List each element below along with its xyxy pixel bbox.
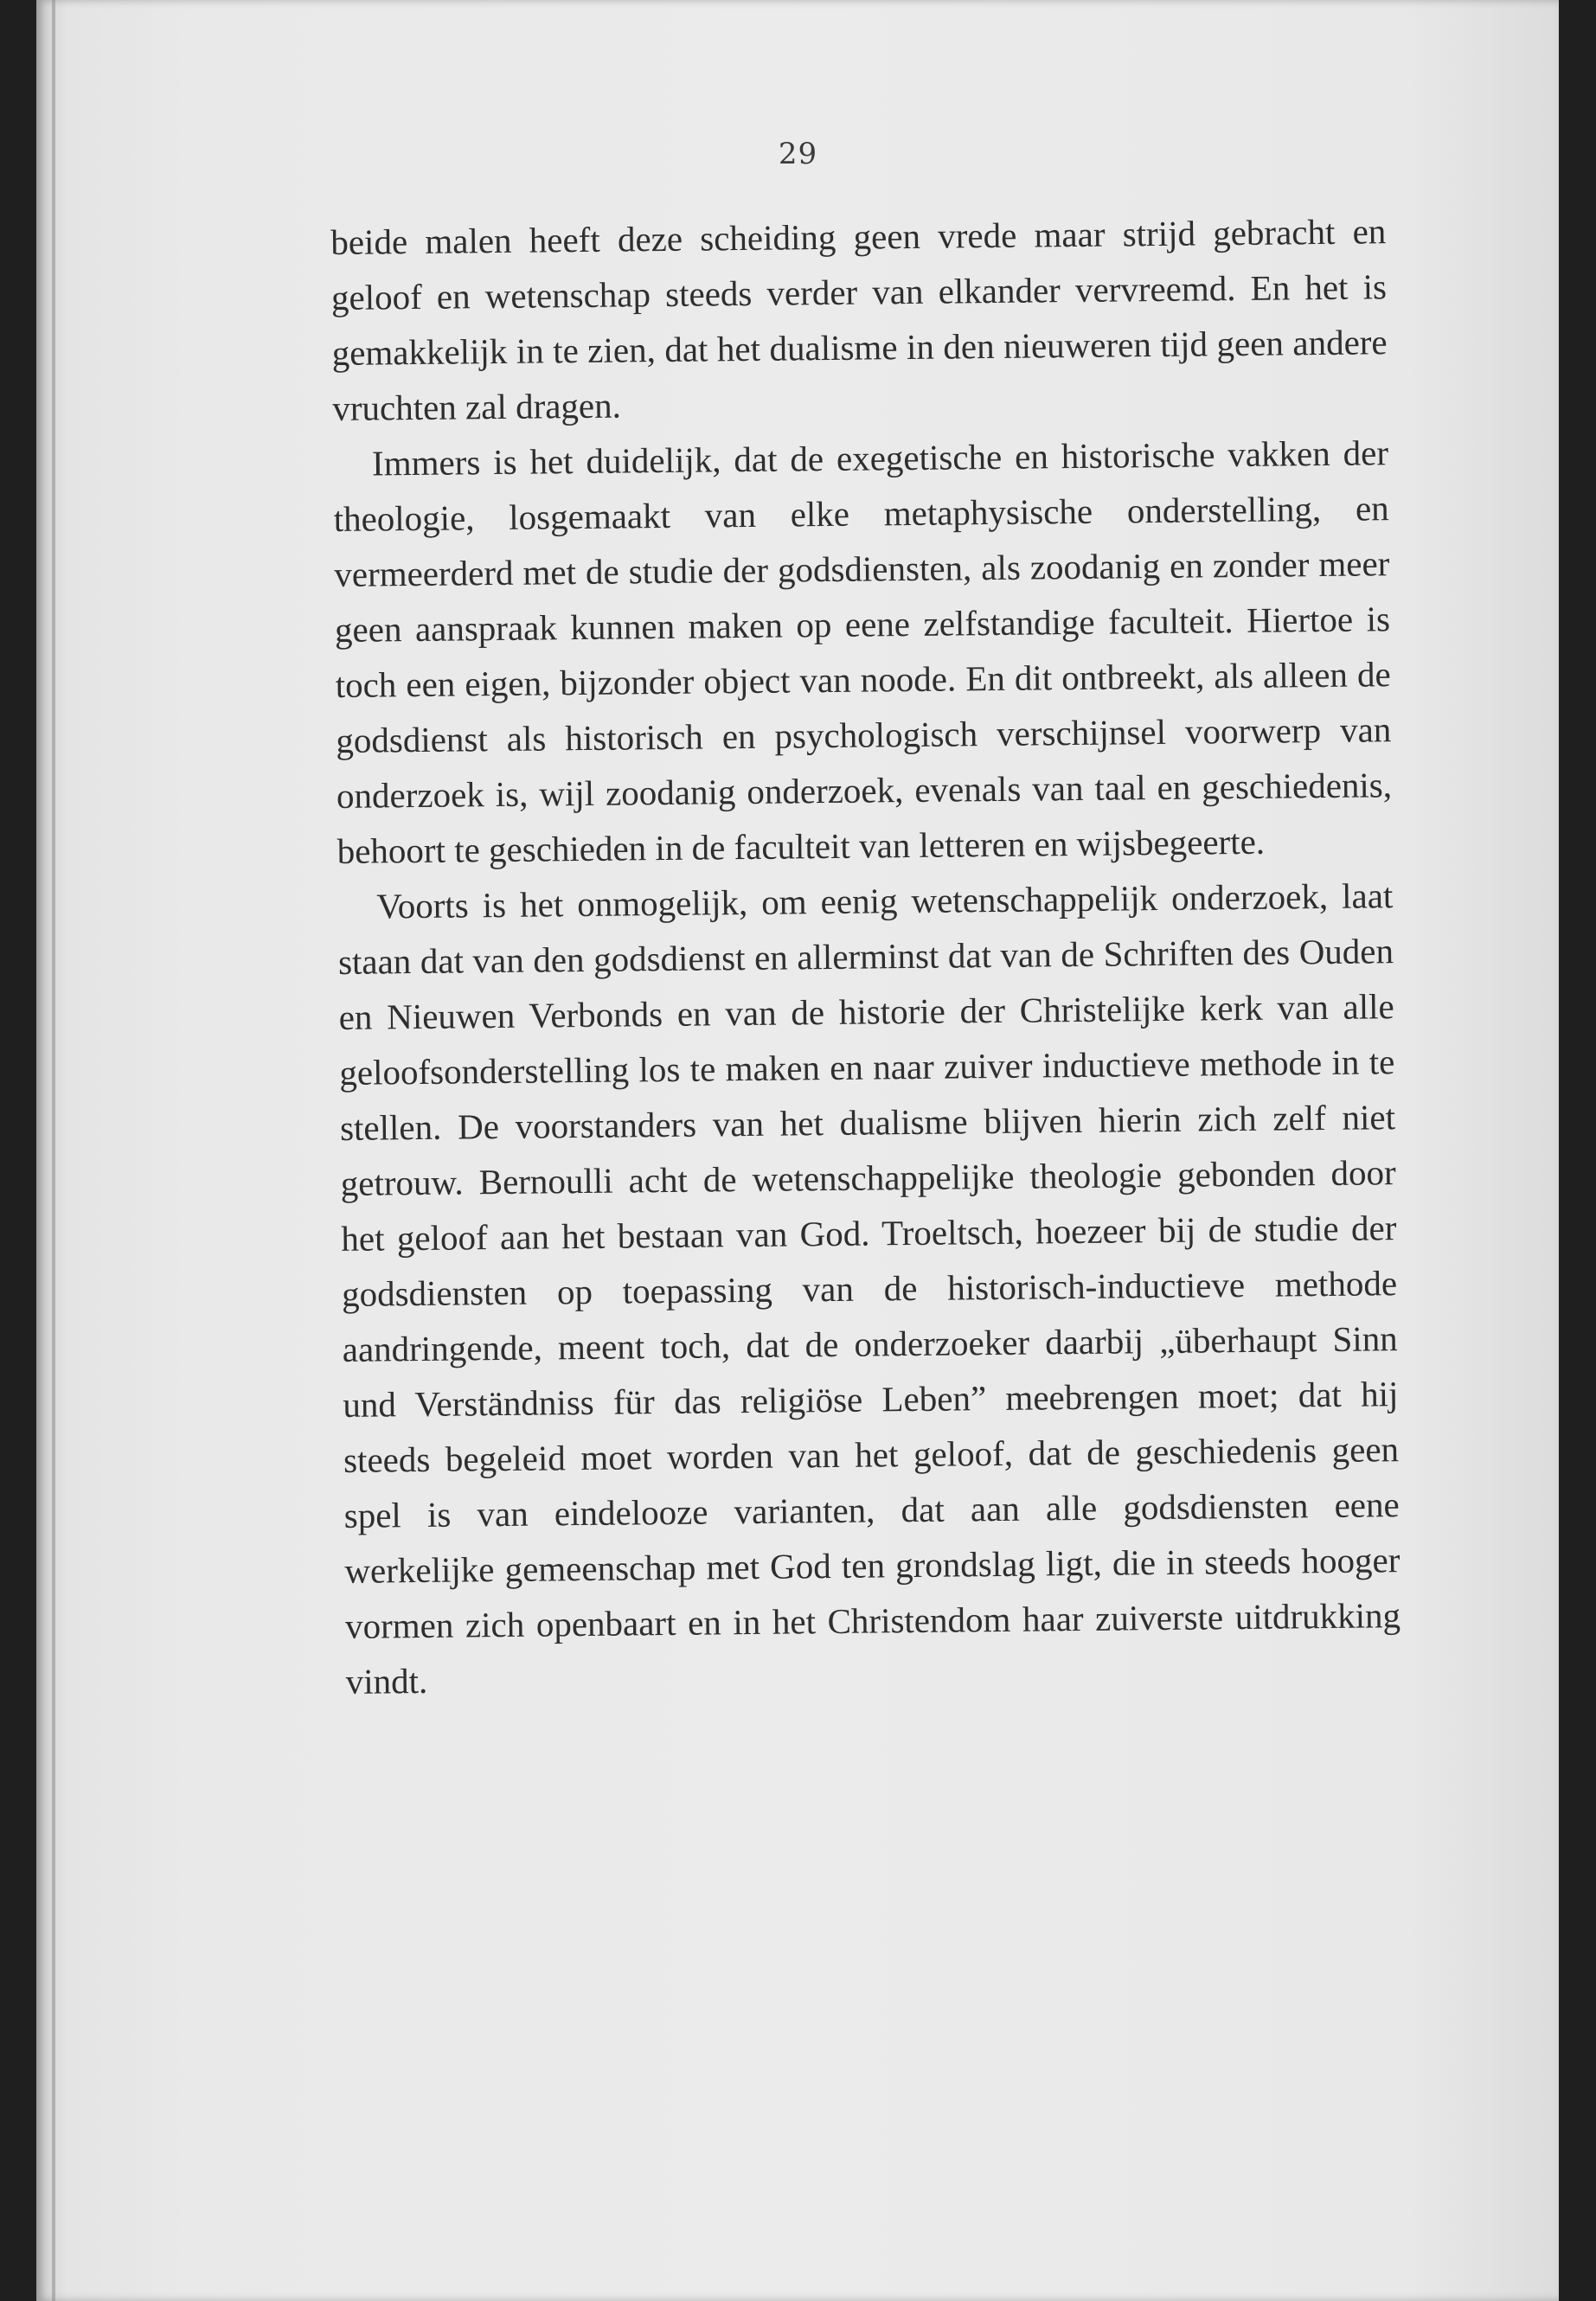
binding-edge — [52, 0, 55, 2301]
paragraph-3: Voorts is het onmogelijk, om eenig wetenschappelijk onderzoek, laat staan dat van den godsdienst en allerminst dat van de Schriften des Ouden en Nieuwen Verbonds en van de historie der Christelijke kerk van alle geloofsonderstelling los te maken en naar zuiver inductieve methode in te stellen. De voorstanders van het dualisme blijven hierin zich zelf niet getrouw. Bernoulli acht de wetenschappelijke theologie gebonden door het geloof aan het bestaan van God. Troeltsch, hoezeer bij de studie der godsdiensten op toepassing van de historisch-inductieve methode aandringende, meent toch, dat de onderzoeker daarbij „überhaupt Sinn und Verständniss für das religiöse Leben” meebrengen moet; dat hij steeds begeleid moet worden van het geloof, dat de geschiedenis geen spel is van eindelooze varianten, dat aan alle godsdiensten eene werkelijke gemeenschap met God ten grondslag ligt, die in steeds hooger vormen zich openbaart en in het Christendom haar zuiverste uitdrukking vindt. — [337, 875, 1401, 1702]
paragraph-2: Immers is het duidelijk, dat de exegetische en historische vakken der theologie, losgemaakt van elke metaphysische onderstelling, en vermeerderd met de studie der godsdiensten, als zoodanig en zonder meer geen aanspraak kunnen maken op eene zelfstandige faculteit. Hiertoe is toch een eigen, bijzonder object van noode. En dit ontbreekt, als alleen de godsdienst als historisch en psychologisch verschijnsel voorwerp van onderzoek is, wijl zoodanig onderzoek, evenals van taal en geschiedenis, behoort te geschieden in de faculteit van letteren en wijsbegeerte. — [333, 433, 1393, 871]
page-number: 29 — [778, 137, 818, 171]
body-text — [330, 203, 1401, 1709]
paragraph-1: beide malen heeft deze scheiding geen vrede maar strijd gebracht en geloof en wetenschap steeds verder van elkander vervreemd. En het is gemakkelijk in te zien, dat het dualisme in den nieuweren tijd geen andere vruchten zal dragen. — [330, 211, 1388, 428]
